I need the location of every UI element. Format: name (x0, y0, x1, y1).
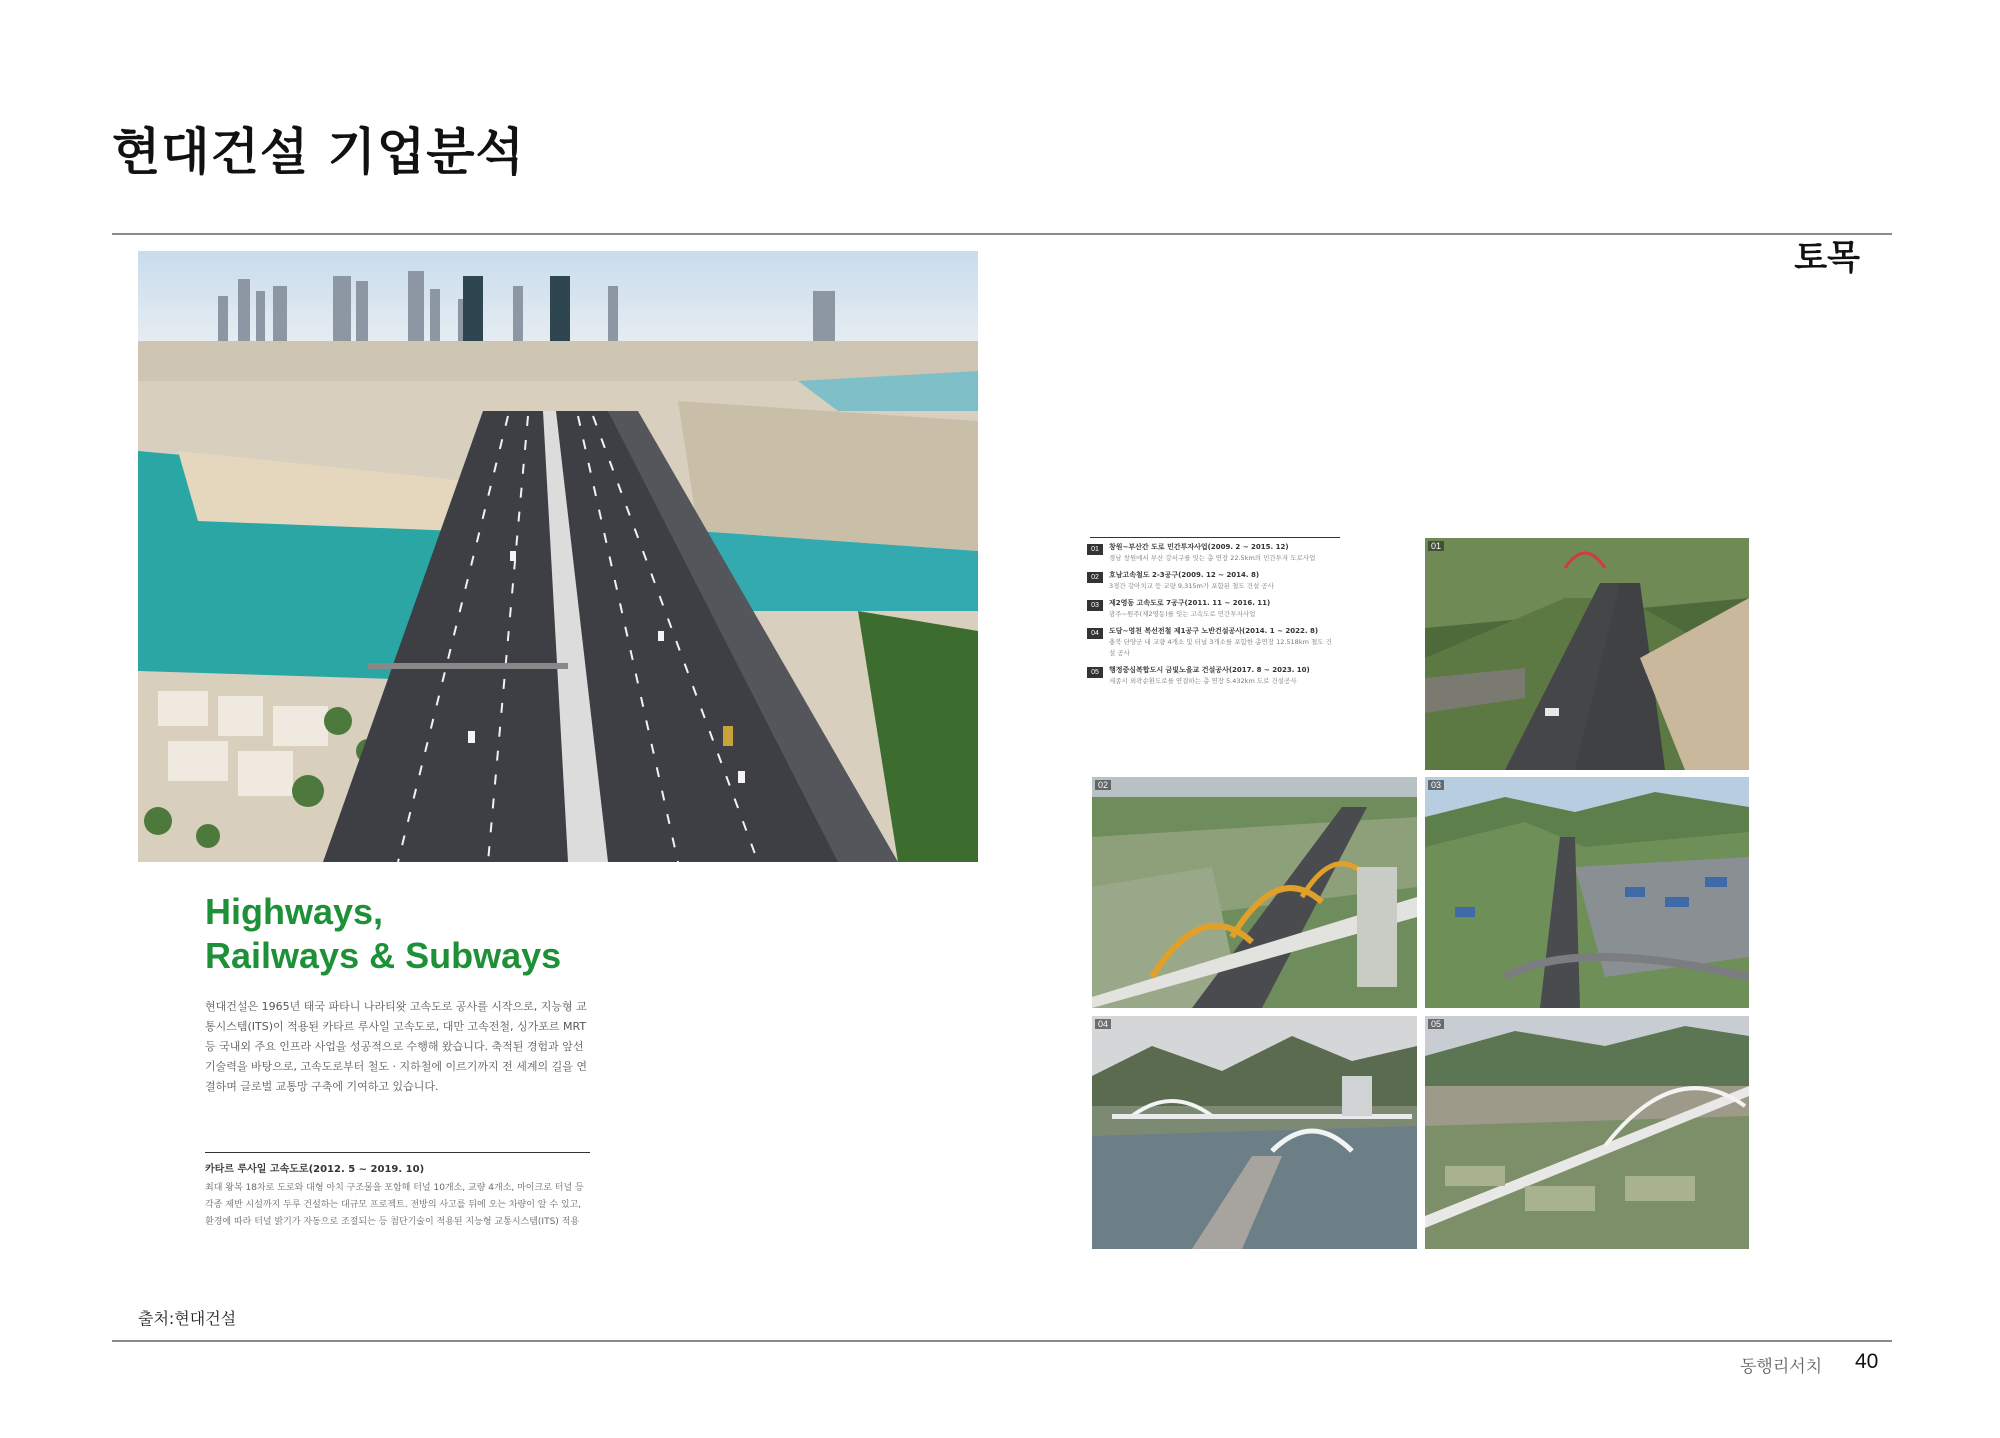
project-photo-04 (1092, 1016, 1417, 1249)
ref-item (1087, 665, 1337, 687)
ref-number: 03 (1087, 600, 1103, 611)
project-title: 카타르 루사일 고속도로(2012. 5 ~ 2019. 10) (205, 1164, 425, 1175)
ref-desc: 충북 단양군 내 교량 4개소 및 터널 3개소를 포함한 총연장 12.518km 철도 건설 공사 (1109, 638, 1332, 657)
ref-desc: 경남 창원에서 부산 강서구를 잇는 총 연장 22.5km의 민간투자 도로사업 (1109, 554, 1316, 562)
ref-title: 호남고속철도 2-3공구(2009. 12 ~ 2014. 8) (1109, 571, 1260, 579)
ref-desc: 광주~원주(제2영동)를 잇는 고속도로 민간투자사업 (1109, 610, 1256, 618)
highway-main-photo (138, 251, 978, 862)
ref-item (1087, 542, 1337, 564)
footer-brand: 동행리서치 (1740, 1357, 1823, 1377)
page-number: 40 (1855, 1350, 1879, 1373)
ref-desc: 3경간 강아치교 등 교량 9,315m가 포함된 철도 건설 공사 (1109, 582, 1274, 590)
photo-number-tag: 02 (1095, 780, 1111, 790)
ref-item (1087, 598, 1337, 620)
ref-number: 01 (1087, 544, 1103, 555)
ref-number: 05 (1087, 667, 1103, 678)
footer-divider (112, 1340, 1892, 1342)
project-description: 최대 왕복 18차로 도로와 대형 아치 구조물을 포함해 터널 10개소, 교량 4개소, 마이크로 터널 등 각종 제반 시설까지 두루 건설하는 대규모 프로젝트. 전방의 사고를 뒤에 오는 차량이 알 수 있고, 환경에 따라 터널 밝기가 자동으로 조절되는 등 첨단기술이 적용된 지능형 교통시스템(ITS) 적용 (205, 1183, 584, 1227)
ref-number: 02 (1087, 572, 1103, 583)
ref-title: 창원~부산간 도로 민간투자사업(2009. 2 ~ 2015. 12) (1109, 543, 1289, 551)
ref-item (1087, 570, 1337, 592)
intro-paragraph: 현대건설은 1965년 태국 파타니 나라티왓 고속도로 공사를 시작으로, 지능형 교통시스템(ITS)이 적용된 카타르 루사일 고속도로, 대만 고속전철, 싱가포르 MRT 등 국내외 주요 인프라 사업을 성공적으로 수행해 왔습니다. 축적된 경험과 앞선 기술력을 바탕으로, 고속도로부터 철도 · 지하철에 이르기까지 전 세계의 길을 연결하며 글로벌 교통망 구축에 기여하고 있습니다. (205, 1000, 587, 1093)
highlight-title-line1: Highways, (205, 891, 384, 932)
source-note: 출처:현대건설 (138, 1309, 237, 1328)
header-divider (112, 233, 1892, 235)
project-photo-05 (1425, 1016, 1749, 1249)
photo-number-tag: 03 (1428, 780, 1444, 790)
project-reference-list (1087, 542, 1337, 693)
ref-item (1087, 626, 1337, 659)
page-title: 현대건설 기업분석 (112, 123, 525, 181)
ref-desc: 세종시 외곽순환도로를 연결하는 총 연장 5.432km 도로 건설공사 (1109, 677, 1297, 685)
ref-title: 행정중심복합도시 금빛노을교 건설공사(2017. 8 ~ 2023. 10) (1109, 666, 1310, 674)
photo-number-tag: 05 (1428, 1019, 1444, 1029)
ref-number: 04 (1087, 628, 1103, 639)
highlight-title-line2: Railways & Subways (205, 935, 562, 976)
photo-number-tag: 04 (1095, 1019, 1111, 1029)
project-photo-01 (1425, 538, 1749, 770)
photo-number-tag: 01 (1428, 541, 1444, 551)
highlight-title (205, 890, 561, 978)
ref-title: 제2영동 고속도로 7공구(2011. 11 ~ 2016. 11) (1109, 599, 1271, 607)
project-photo-03 (1425, 777, 1749, 1008)
project-photo-02 (1092, 777, 1417, 1008)
section-label: 토목 (1794, 238, 1860, 278)
ref-title: 도담~영천 복선전철 제1공구 노반건설공사(2014. 1 ~ 2022. 8) (1109, 627, 1319, 635)
ref-list-divider (1090, 537, 1340, 538)
project-divider (205, 1152, 590, 1153)
